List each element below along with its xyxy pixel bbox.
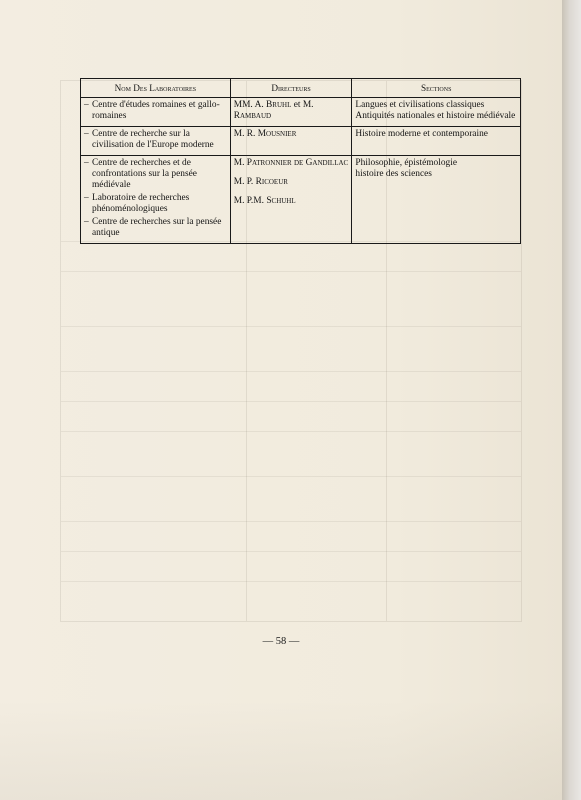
section-name: Histoire moderne et contemporaine bbox=[355, 129, 488, 139]
lab-cell bbox=[81, 156, 231, 244]
header-directeurs: Directeurs bbox=[230, 79, 352, 98]
director-surname: Mousnier bbox=[257, 129, 297, 139]
director-surname: Rambaud bbox=[233, 111, 272, 121]
section-name: Philosophie, épistémologie bbox=[355, 158, 457, 168]
binding-edge bbox=[562, 0, 581, 800]
table-row bbox=[81, 98, 521, 127]
header-laboratoires: Nom Des Laboratoires bbox=[81, 79, 231, 98]
director-surname: Schuhl bbox=[266, 196, 296, 206]
lab-name: Centre d'études romaines et gallo-romaines bbox=[92, 100, 220, 121]
page-shadow bbox=[0, 700, 562, 800]
lab-cell bbox=[81, 127, 231, 156]
director-entry: M. P.M. Schuhl bbox=[233, 196, 296, 206]
lab-entry: – Centre de recherche sur la civilisation de l'Europe moderne bbox=[84, 129, 227, 151]
director-cell bbox=[230, 156, 352, 244]
director-surname: Patronnier de Gandillac bbox=[246, 158, 349, 168]
lab-name: Centre de recherches et de confrontations sur la pensée médiévale bbox=[92, 158, 197, 190]
director-cell bbox=[230, 98, 352, 127]
section-cell bbox=[352, 98, 521, 127]
section-name: histoire des sciences bbox=[355, 169, 432, 179]
lab-entry: – Centre de recherches et de confrontations sur la pensée médiévale bbox=[84, 158, 227, 191]
lab-name: Laboratoire de recherches phénoménologiques bbox=[92, 193, 190, 214]
lab-cell bbox=[81, 98, 231, 127]
table-row bbox=[81, 156, 521, 244]
director-entry: M. Patronnier de Gandillac bbox=[233, 158, 349, 168]
director-entry: M. P. Ricoeur bbox=[233, 177, 288, 187]
section-cell bbox=[352, 127, 521, 156]
lab-name: Centre de recherches sur la pensée antique bbox=[92, 217, 222, 238]
director-entry: M. R. Mousnier bbox=[233, 129, 297, 139]
director-surname: Bruhl bbox=[266, 100, 292, 110]
director-surname: Ricoeur bbox=[255, 177, 288, 187]
director-cell bbox=[230, 127, 352, 156]
lab-entry: – Centre de recherches sur la pensée antique bbox=[84, 217, 227, 239]
lab-name: Centre de recherche sur la civilisation de l'Europe moderne bbox=[92, 129, 214, 150]
lab-entry: – Laboratoire de recherches phénoménologiques bbox=[84, 193, 227, 215]
table-row bbox=[81, 127, 521, 156]
header-sections: Sections bbox=[352, 79, 521, 98]
laboratories-table bbox=[80, 78, 521, 244]
director-entry: MM. A. Bruhl et M. Rambaud bbox=[233, 100, 314, 121]
section-name: Langues et civilisations classiques bbox=[355, 100, 485, 110]
page-number: — 58 — bbox=[262, 636, 300, 647]
table-header-row bbox=[81, 79, 521, 98]
section-cell bbox=[352, 156, 521, 244]
lab-entry: – Centre d'études romaines et gallo-romaines bbox=[84, 100, 227, 122]
section-name: Antiquités nationales et histoire médiévale bbox=[355, 111, 516, 121]
